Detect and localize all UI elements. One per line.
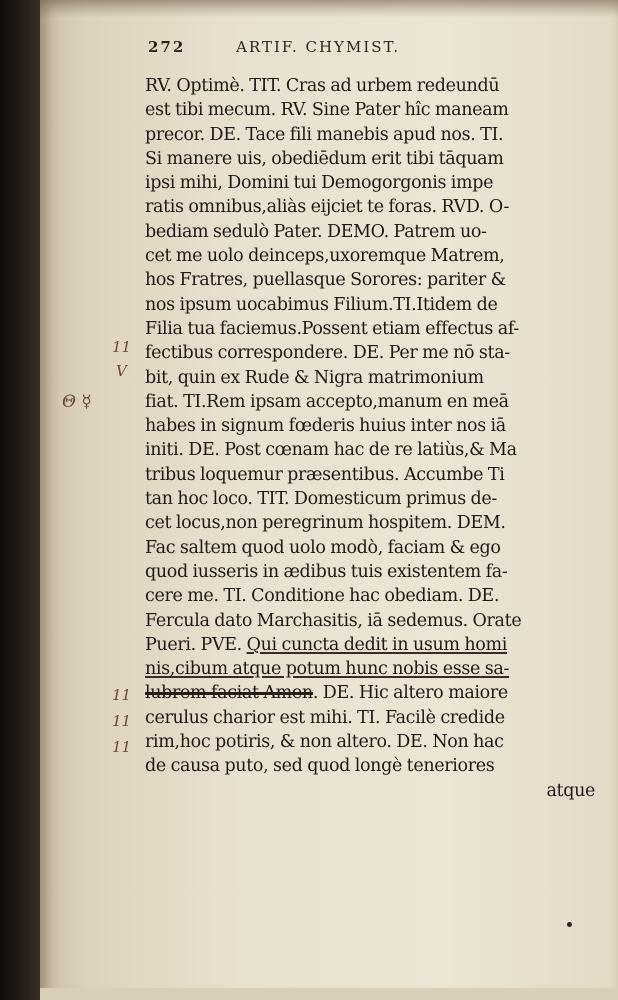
text-line: tribus loquemur præsentibus. Accumbe Ti — [145, 464, 505, 485]
text-line: rim,hoc potiris, & non altero. DE. Non hac — [145, 732, 504, 753]
margin-mark: 11 — [112, 686, 132, 704]
text-line: est tibi mecum. RV. Sine Pater hîc maneam — [145, 100, 509, 121]
text-line: bit, quin ex Rude & Nigra matrimonium — [145, 367, 484, 388]
ink-dot — [567, 922, 572, 927]
text-line: Fercula dato Marchasitis, iā sedemus. Orate — [145, 610, 522, 631]
text-line-head: Pueri. PVE. — [145, 634, 247, 655]
text-line: cere me. TI. Conditione hac obediam. DE. — [145, 586, 500, 607]
text-line: precor. DE. Tace fili manebis apud nos. TI. — [145, 124, 504, 145]
struck-prayer-text: lubrem faciat Amen — [145, 683, 313, 704]
underlined-prayer-text: Qui cuncta dedit in usum homi — [246, 634, 507, 655]
text-line: ipsi mihi, Domini tui Demogorgonis impe — [145, 173, 494, 194]
text-line: RV. Optimè. TIT. Cras ad urbem redeundū — [145, 76, 500, 96]
page-number: 272 — [148, 38, 186, 56]
page-top-shadow — [40, 0, 618, 18]
text-line: de causa puto, sed quod longè teneriores — [145, 756, 495, 777]
margin-mark: 11 — [112, 712, 132, 730]
text-line-prayer-end — [145, 681, 595, 705]
running-header — [148, 38, 400, 56]
text-line: fiat. TI.Rem ipsam accepto,manum en meā — [145, 391, 509, 412]
text-line: cet locus,non peregrinum hospitem. DEM. — [145, 513, 506, 534]
text-line: initi. DE. Post cœnam hac de re latiùs,& Ma — [145, 440, 517, 461]
text-line: Si manere uis, obediēdum erit tibi tāquam — [145, 148, 504, 169]
catchword: atque — [546, 780, 595, 801]
margin-mark: V — [116, 362, 127, 380]
text-line: bediam sedulò Pater. DEMO. Patrem uo- — [145, 221, 487, 242]
margin-mark: 11 — [112, 738, 132, 756]
text-line: Fac saltem quod uolo modò, faciam & ego — [145, 537, 501, 558]
text-line: nos ipsum uocabimus Filium.TI.Itidem de — [145, 294, 498, 315]
page-bottom-edge — [40, 988, 618, 1000]
text-line: hos Fratres, puellasque Sorores: pariter & — [145, 270, 506, 291]
text-line-tail: . DE. Hic altero maiore — [312, 683, 508, 704]
text-line-prayer-start — [145, 633, 595, 657]
text-line: cerulus charior est mihi. TI. Facilè credide — [145, 707, 505, 728]
text-line: habes in signum fœderis huius inter nos iā — [145, 416, 506, 437]
book-binding — [0, 0, 40, 1000]
margin-symbol-mark: Θ ☿ — [62, 392, 92, 412]
book-page — [40, 0, 618, 1000]
text-line: tan hoc loco. TIT. Domesticum primus de- — [145, 489, 497, 510]
text-line: Filia tua faciemus.Possent etiam effectus af- — [145, 318, 519, 339]
text-line: cet me uolo deinceps,uxoremque Matrem, — [145, 246, 505, 267]
margin-mark: 11 — [112, 338, 132, 356]
underlined-prayer-line: nis,cibum atque potum hunc nobis esse sa- — [145, 659, 510, 680]
running-title: ARTIF. CHYMIST. — [236, 38, 401, 56]
text-line: ratis omnibus,aliàs eijciet te foras. RVD. O- — [145, 197, 510, 218]
text-line: quod iusseris in ædibus tuis existentem fa- — [145, 561, 508, 582]
text-line: fectibus correspondere. DE. Per me nō sta- — [145, 343, 510, 364]
body-text — [145, 74, 595, 803]
